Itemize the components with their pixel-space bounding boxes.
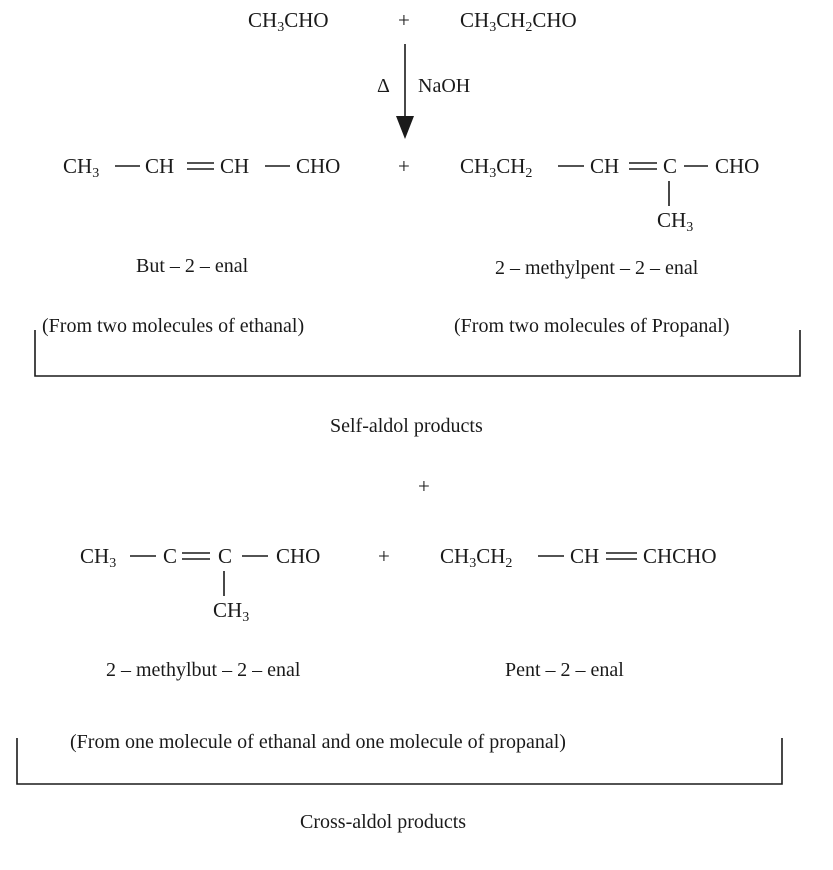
self-note-right: (From two molecules of Propanal) bbox=[454, 315, 730, 337]
reactant-plus: + bbox=[398, 8, 410, 32]
self-p2-ethyl: $CH_3CH_2$ bbox=[460, 154, 533, 181]
join-plus: + bbox=[418, 474, 430, 498]
self-p2-c: C bbox=[663, 154, 678, 178]
cross-p1-name: 2 – methylbut – 2 – enal bbox=[106, 659, 301, 681]
self-p2-name: 2 – methylpent – 2 – enal bbox=[495, 257, 699, 279]
cross-plus: + bbox=[378, 544, 390, 568]
cross-p1-c-a: C bbox=[163, 544, 178, 568]
cross-note: (From one molecule of ethanal and one molecule of propanal) bbox=[70, 731, 566, 753]
reactant-ethanal: $CH_3CHO$ bbox=[248, 8, 329, 35]
cross-p2-chcho: CHCHO bbox=[643, 544, 717, 568]
cross-p1-methyl: $CH_3$ bbox=[213, 598, 250, 625]
cross-p1-ch3: $CH_3$ bbox=[80, 544, 117, 571]
self-p1-ch3: $CH_3$ bbox=[63, 154, 100, 181]
cross-p2-ch: CH bbox=[570, 544, 600, 568]
self-p1-ch-b: CH bbox=[220, 154, 250, 178]
self-p2-cho: CHO bbox=[715, 154, 760, 178]
cross-p2-name: Pent – 2 – enal bbox=[505, 659, 624, 681]
self-p1-name: But – 2 – enal bbox=[136, 255, 249, 277]
cross-p1-c-b: C bbox=[218, 544, 233, 568]
cross-p2-ethyl: $CH_3CH_2$ bbox=[440, 544, 513, 571]
self-p1-cho: CHO bbox=[296, 154, 341, 178]
reactant-propanal: $CH_3CH_2CHO$ bbox=[460, 8, 577, 35]
self-note-left: (From two molecules of ethanal) bbox=[42, 315, 305, 337]
self-aldol-bracket bbox=[35, 330, 800, 376]
reaction-arrow-head bbox=[396, 116, 414, 139]
heat-symbol: Δ bbox=[377, 75, 390, 97]
cross-p1-cho: CHO bbox=[276, 544, 321, 568]
self-p2-methyl: $CH_3$ bbox=[657, 208, 694, 235]
self-p2-ch: CH bbox=[590, 154, 620, 178]
base-reagent: NaOH bbox=[418, 75, 471, 97]
cross-aldol-bracket bbox=[17, 738, 782, 784]
self-plus: + bbox=[398, 154, 410, 178]
cross-aldol-caption: Cross-aldol products bbox=[300, 811, 467, 833]
self-p1-ch-a: CH bbox=[145, 154, 175, 178]
self-aldol-caption: Self-aldol products bbox=[330, 415, 483, 437]
